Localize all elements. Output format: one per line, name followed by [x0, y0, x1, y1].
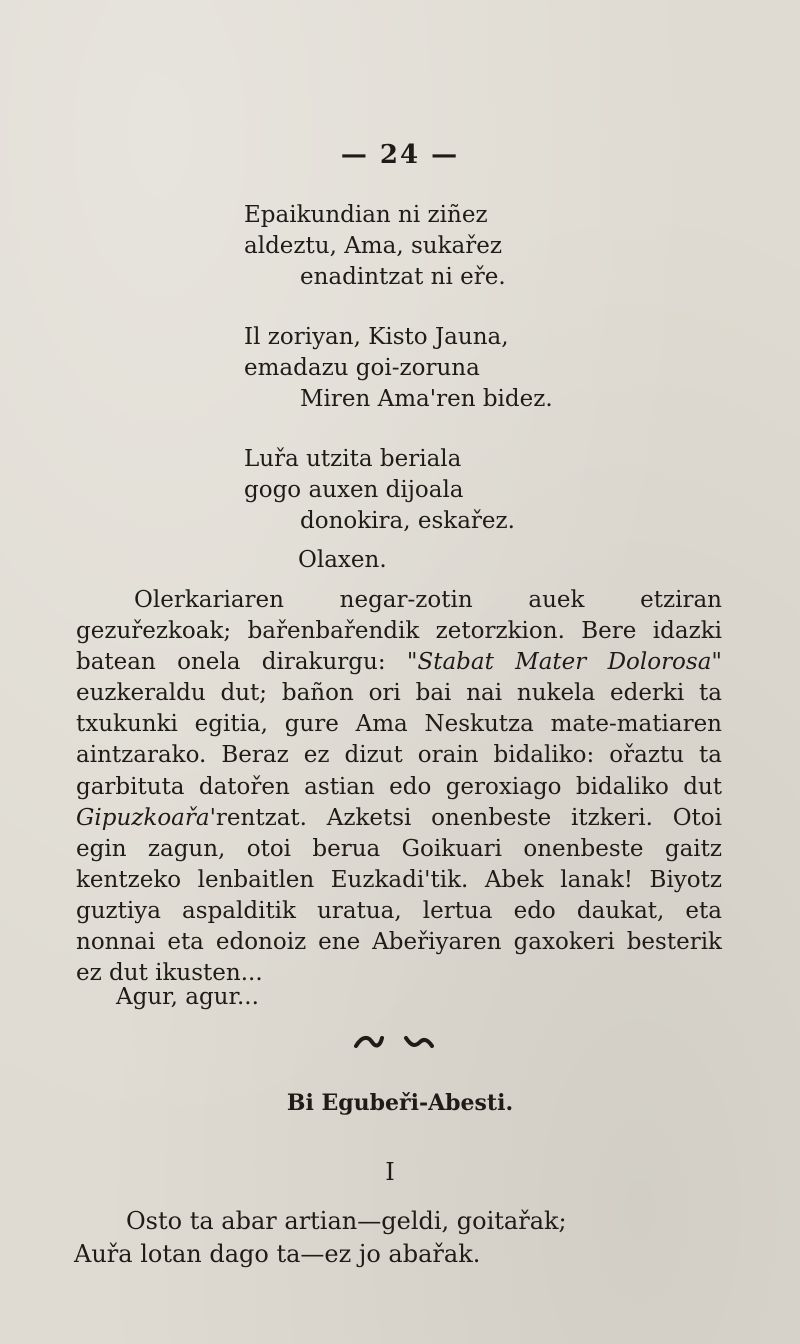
prose-italic-title: "Stabat Mater Dolorosa" — [406, 649, 723, 676]
poem-stanza-1 — [244, 200, 506, 293]
poem-stanza-3 — [244, 444, 515, 537]
poem-line: Il zoriyan, Kisto Jauna, — [244, 324, 509, 350]
section-number: I — [385, 1158, 395, 1186]
prose-segment: euzkeraldu dut; bañon ori bai nai nukela ederki ta txukunki egitia, gure Ama Neskutza mate-matiaren aintzarako. Beraz ez dizut orain bidaliko: ořaztu ta garbituta datořen astian edo geroxiago bidaliko dut — [76, 680, 722, 800]
poem-line: Miren Ama'ren bidez. — [300, 386, 553, 412]
verse-block — [74, 1205, 567, 1271]
prose-paragraph — [76, 585, 722, 989]
verse-line: Osto ta abar artian—geldi, goitařak; — [126, 1207, 567, 1235]
poem-line: Epaikundian ni ziñez — [244, 202, 488, 228]
page-number: — 24 — — [340, 140, 460, 170]
prose-text — [76, 585, 722, 989]
poem-line: aldeztu, Ama, sukařez — [244, 233, 502, 259]
poem-line: emadazu goi-zoruna — [244, 355, 480, 381]
ornament-divider-icon — [354, 1030, 434, 1054]
poem-line: donokira, eskařez. — [300, 508, 515, 534]
poem-line: Luřa utzita beriala — [244, 446, 462, 472]
poem-line: enadintzat ni eře. — [300, 264, 506, 290]
farewell-line: Agur, agur... — [116, 984, 259, 1010]
prose-segment: Olerkariaren negar-zotin auek etziran gezuřezkoak; bařenbařendik zetorzkion. Bere idazki batean onela dirakurgu: — [76, 587, 722, 676]
section-title: Bi Egubeři-Abesti. — [286, 1090, 514, 1116]
prose-segment: rentzat. Azketsi onenbeste itzkeri. Otoi egin zagun, otoi berua Goikuari onenbeste gaitz kentzeko lenbaitlen Euzkadi'tik. Abek lanak! Biyotz guztiya aspalditik uratua, lertua edo daukat, eta nonnai eta edonoiz ene Abeřiyaren gaxokeri besterik ez dut ikusten... — [76, 804, 722, 987]
poem-closing: Olaxen. — [298, 547, 387, 573]
poem-line: gogo auxen dijoala — [244, 477, 464, 503]
verse-line: Auřa lotan dago ta—ez jo abařak. — [74, 1240, 481, 1268]
prose-italic-name: Gipuzkoařa' — [76, 804, 216, 831]
poem-stanza-2 — [244, 322, 553, 415]
